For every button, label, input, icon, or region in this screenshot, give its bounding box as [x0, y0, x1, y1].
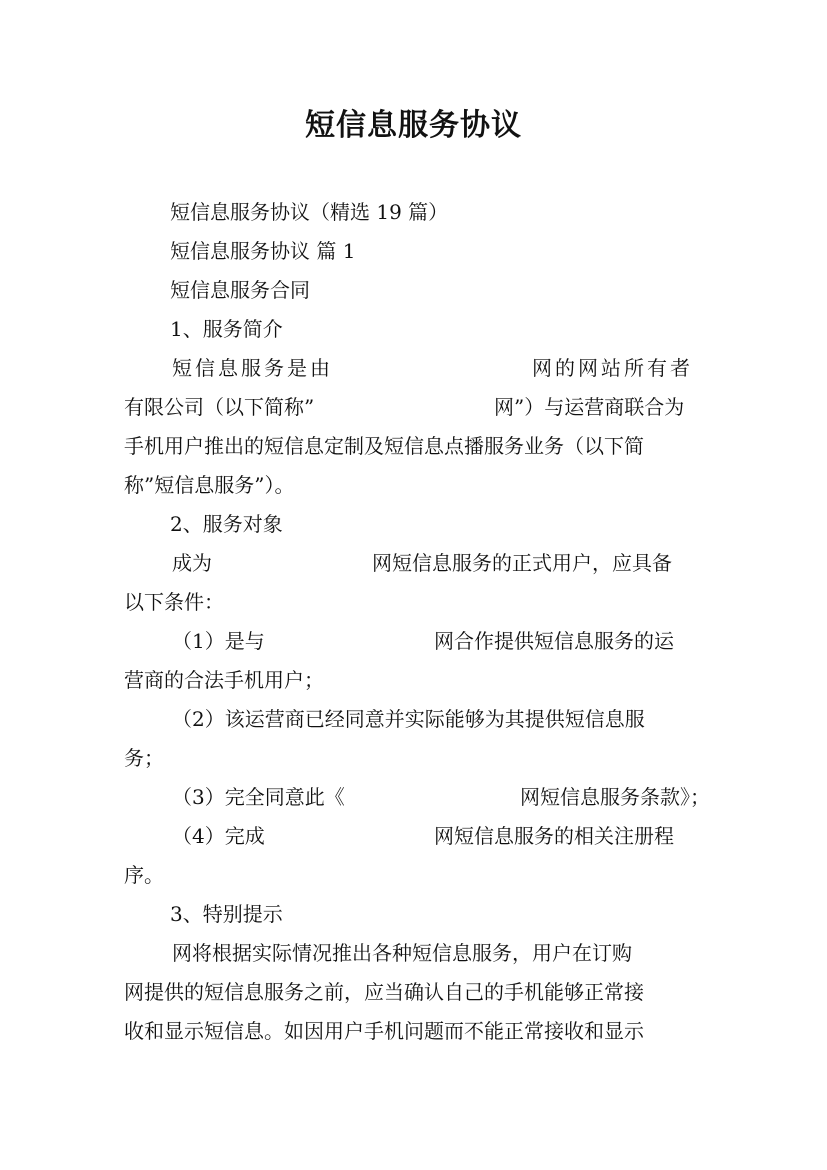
paragraph-line: 网将根据实际情况推出各种短信息服务，用户在订购: [172, 941, 632, 965]
paragraph-line: 手机用户推出的短信息定制及短信息点播服务业务（以下简: [124, 434, 644, 458]
list-item-segment: （3）完全同意此《: [172, 785, 345, 809]
clause-heading-2: 2、服务对象: [170, 512, 283, 536]
paragraph-line-segment: 成为: [172, 551, 212, 575]
document-title: 短信息服务协议: [305, 108, 522, 143]
contract-heading: 短信息服务合同: [170, 278, 310, 302]
list-item-continuation: 务；: [124, 746, 164, 770]
subtitle-line: 短信息服务协议（精选 19 篇）: [170, 200, 449, 224]
paragraph-line: 收和显示短信息。如因用户手机问题而不能正常接收和显示: [124, 1019, 644, 1043]
clause-heading-3: 3、特别提示: [170, 902, 283, 926]
paragraph-line-segment: 有限公司（以下简称”: [124, 395, 315, 419]
paragraph-line: 称”短信息服务”）。: [124, 473, 295, 497]
list-item-segment: 网短信息服务条款》；: [520, 785, 710, 809]
list-item-continuation: 序。: [124, 863, 164, 887]
paragraph-line-segment: 网短信息服务的正式用户，应具备: [372, 551, 672, 575]
paragraph-line-segment: 短信息服务是由: [172, 356, 333, 380]
paragraph-line: 以下条件：: [124, 590, 224, 614]
list-item-segment: （1）是与: [172, 629, 265, 653]
list-item-segment: 网合作提供短信息服务的运: [434, 629, 674, 653]
paragraph-line: 网提供的短信息服务之前，应当确认自己的手机能够正常接: [124, 980, 644, 1004]
list-item-segment: 网短信息服务的相关注册程: [434, 824, 674, 848]
list-item-segment: （4）完成: [172, 824, 265, 848]
clause-heading-1: 1、服务简介: [170, 317, 283, 341]
paragraph-line-segment: 网的网站所有者: [532, 356, 693, 380]
list-item-continuation: 营商的合法手机用户；: [124, 668, 324, 692]
section-heading: 短信息服务协议 篇 1: [170, 239, 356, 263]
list-item: （2）该运营商已经同意并实际能够为其提供短信息服: [172, 707, 645, 731]
paragraph-line-segment: 网”）与运营商联合为: [494, 395, 685, 419]
